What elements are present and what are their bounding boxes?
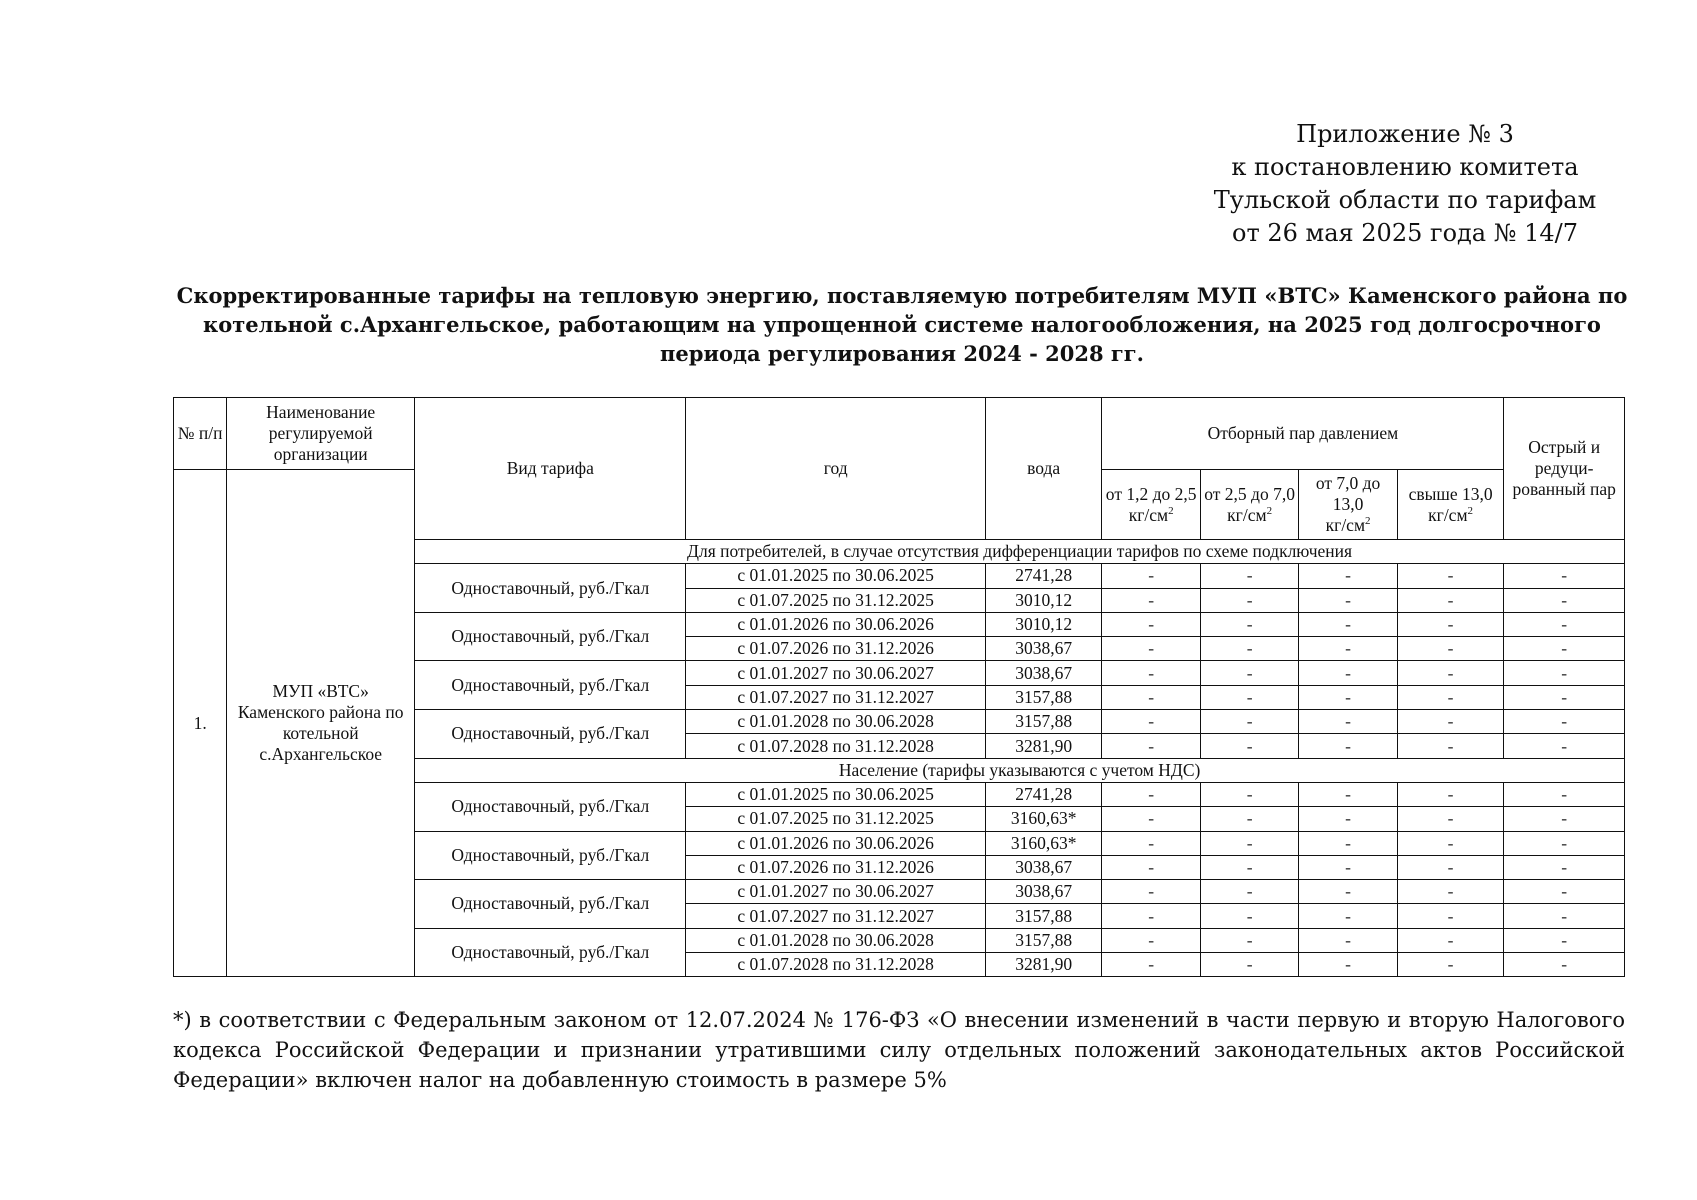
unit-exp: 2 [1467,504,1474,517]
water-tariff: 2741,28 [985,564,1102,588]
empty-value: - [1397,734,1504,758]
empty-value: - [1102,685,1200,709]
empty-value: - [1200,588,1298,612]
empty-value: - [1299,710,1397,734]
period: с 01.01.2025 по 30.06.2025 [686,564,985,588]
water-tariff: 3038,67 [985,855,1102,879]
tariff-type: Одноставочный, руб./Гкал [415,928,686,977]
empty-value: - [1504,928,1625,952]
empty-value: - [1397,855,1504,879]
tariff-table [173,397,1625,977]
tariff-type: Одноставочный, руб./Гкал [415,564,686,613]
water-tariff: 3038,67 [985,880,1102,904]
period: с 01.07.2026 по 31.12.2026 [686,855,985,879]
empty-value: - [1102,807,1200,831]
empty-value: - [1200,685,1298,709]
empty-value: - [1102,928,1200,952]
water-tariff: 3160,63* [985,831,1102,855]
period: с 01.01.2025 по 30.06.2025 [686,782,985,806]
unit-exp: 2 [1168,504,1174,517]
header-steam-4 [1397,470,1504,540]
organization-name: МУП «ВТС» Каменского района по котельной с.Архангельское [227,470,415,977]
empty-value: - [1200,564,1298,588]
empty-value: - [1397,807,1504,831]
empty-value: - [1299,953,1397,977]
unit-base: кг/см [1325,515,1366,535]
period: с 01.01.2028 по 30.06.2028 [686,710,985,734]
water-tariff: 3038,67 [985,661,1102,685]
empty-value: - [1504,564,1625,588]
footnote: *) в соответствии с Федеральным законом от 12.07.2024 № 176-ФЗ «О внесении изменений в части первую и вторую Налогового кодекса Российской Федерации и признании утратившими силу отдельных положений законодательных актов Российской Федерации» включен налог на добавленную стоимость в размере 5% [173,1008,1625,1092]
empty-value: - [1504,782,1625,806]
empty-value: - [1200,904,1298,928]
period: с 01.07.2025 по 31.12.2025 [686,588,985,612]
empty-value: - [1504,612,1625,636]
empty-value: - [1299,855,1397,879]
tariff-type: Одноставочный, руб./Гкал [415,880,686,929]
unit-base: кг/см [1428,504,1468,525]
empty-value: - [1200,880,1298,904]
empty-value: - [1200,855,1298,879]
empty-value: - [1102,831,1200,855]
empty-value: - [1299,685,1397,709]
water-tariff: 3010,12 [985,612,1102,636]
header-org: Наименование регулируемой организации [227,398,415,470]
empty-value: - [1102,588,1200,612]
empty-value: - [1102,637,1200,661]
appendix-line: от 26 мая 2025 года № 14/7 [1232,219,1578,247]
unit [1428,505,1473,525]
document-title: Скорректированные тарифы на тепловую энергию, поставляемую потребителям МУП «ВТС» Каменского района по котельной с.Архангельское, работающим на упрощенной системе налогообложения, на 2025 год долгосрочного периода регулирования 2024 - 2028 гг. [176,283,1628,366]
empty-value: - [1299,831,1397,855]
tariff-type: Одноставочный, руб./Гкал [415,661,686,710]
empty-value: - [1504,953,1625,977]
period: с 01.01.2026 по 30.06.2026 [686,831,985,855]
water-tariff: 3157,88 [985,710,1102,734]
period: с 01.07.2027 по 31.12.2027 [686,904,985,928]
empty-value: - [1102,734,1200,758]
water-tariff: 3157,88 [985,904,1102,928]
empty-value: - [1397,710,1504,734]
empty-value: - [1397,637,1504,661]
empty-value: - [1102,564,1200,588]
empty-value: - [1102,953,1200,977]
empty-value: - [1200,637,1298,661]
period: с 01.07.2028 по 31.12.2028 [686,734,985,758]
water-tariff: 3281,90 [985,734,1102,758]
empty-value: - [1504,831,1625,855]
tariff-type: Одноставочный, руб./Гкал [415,612,686,661]
empty-value: - [1299,588,1397,612]
period: с 01.07.2027 по 31.12.2027 [686,685,985,709]
water-tariff: 3160,63* [985,807,1102,831]
empty-value: - [1299,734,1397,758]
empty-value: - [1397,953,1504,977]
empty-value: - [1397,685,1504,709]
section-title: Население (тарифы указываются с учетом НДС) [415,758,1625,782]
unit-exp: 2 [1365,515,1371,528]
empty-value: - [1504,685,1625,709]
empty-value: - [1504,661,1625,685]
water-tariff: 3281,90 [985,953,1102,977]
row-number: 1. [174,470,227,977]
empty-value: - [1299,564,1397,588]
period: с 01.01.2028 по 30.06.2028 [686,928,985,952]
water-tariff: 3038,67 [985,637,1102,661]
empty-value: - [1504,734,1625,758]
header-steam-group: Отборный пар давлением [1102,398,1504,470]
period: с 01.07.2028 по 31.12.2028 [686,953,985,977]
header-steam-1 [1102,470,1200,540]
tariff-type: Одноставочный, руб./Гкал [415,782,686,831]
empty-value: - [1299,904,1397,928]
empty-value: - [1102,661,1200,685]
empty-value: - [1299,807,1397,831]
empty-value: - [1299,880,1397,904]
empty-value: - [1504,588,1625,612]
empty-value: - [1200,661,1298,685]
empty-value: - [1504,637,1625,661]
header-year: год [686,398,985,540]
header-sharp-steam: Острый и редуци-рованный пар [1504,398,1625,540]
empty-value: - [1102,612,1200,636]
empty-value: - [1504,807,1625,831]
empty-value: - [1397,831,1504,855]
tariff-type: Одноставочный, руб./Гкал [415,710,686,759]
water-tariff: 3010,12 [985,588,1102,612]
header-num: № п/п [174,398,227,470]
empty-value: - [1200,782,1298,806]
period: с 01.01.2027 по 30.06.2027 [686,661,985,685]
empty-value: - [1504,710,1625,734]
water-tariff: 2741,28 [985,782,1102,806]
empty-value: - [1102,855,1200,879]
period: с 01.01.2026 по 30.06.2026 [686,612,985,636]
empty-value: - [1299,637,1397,661]
empty-value: - [1504,904,1625,928]
empty-value: - [1397,564,1504,588]
empty-value: - [1102,782,1200,806]
empty-value: - [1200,831,1298,855]
empty-value: - [1397,612,1504,636]
empty-value: - [1504,880,1625,904]
appendix-line: Приложение № 3 [1296,120,1514,148]
unit [1129,505,1174,525]
tariff-type: Одноставочный, руб./Гкал [415,831,686,880]
empty-value: - [1504,855,1625,879]
empty-value: - [1299,661,1397,685]
empty-value: - [1397,661,1504,685]
steam-range: свыше 13,0 [1408,483,1493,504]
empty-value: - [1200,928,1298,952]
empty-value: - [1102,880,1200,904]
empty-value: - [1200,734,1298,758]
steam-range: от 2,5 до 7,0 [1204,483,1295,504]
empty-value: - [1102,710,1200,734]
period: с 01.01.2027 по 30.06.2027 [686,880,985,904]
empty-value: - [1397,904,1504,928]
empty-value: - [1200,710,1298,734]
empty-value: - [1200,807,1298,831]
empty-value: - [1200,612,1298,636]
unit-exp: 2 [1266,504,1273,517]
empty-value: - [1397,782,1504,806]
appendix-line: к постановлению комитета [1231,153,1579,181]
section-title: Для потребителей, в случае отсутствия дифференциации тарифов по схеме подключения [415,540,1625,564]
unit [1227,505,1272,525]
empty-value: - [1397,880,1504,904]
empty-value: - [1397,928,1504,952]
appendix-line: Тульской области по тарифам [1213,186,1597,214]
unit-base: кг/см [1128,504,1169,525]
unit [1326,515,1371,535]
empty-value: - [1200,953,1298,977]
period: с 01.07.2026 по 31.12.2026 [686,637,985,661]
empty-value: - [1102,904,1200,928]
water-tariff: 3157,88 [985,928,1102,952]
appendix-block [1180,118,1630,250]
header-steam-2 [1200,470,1298,540]
empty-value: - [1397,588,1504,612]
steam-range: от 7,0 до 13,0 [1315,473,1381,514]
unit-base: кг/см [1227,504,1267,525]
empty-value: - [1299,612,1397,636]
empty-value: - [1299,782,1397,806]
steam-range: от 1,2 до 2,5 [1105,483,1197,504]
header-steam-3 [1299,470,1397,540]
header-tariff-type: Вид тарифа [415,398,686,540]
header-water: вода [985,398,1102,540]
empty-value: - [1299,928,1397,952]
water-tariff: 3157,88 [985,685,1102,709]
period: с 01.07.2025 по 31.12.2025 [686,807,985,831]
